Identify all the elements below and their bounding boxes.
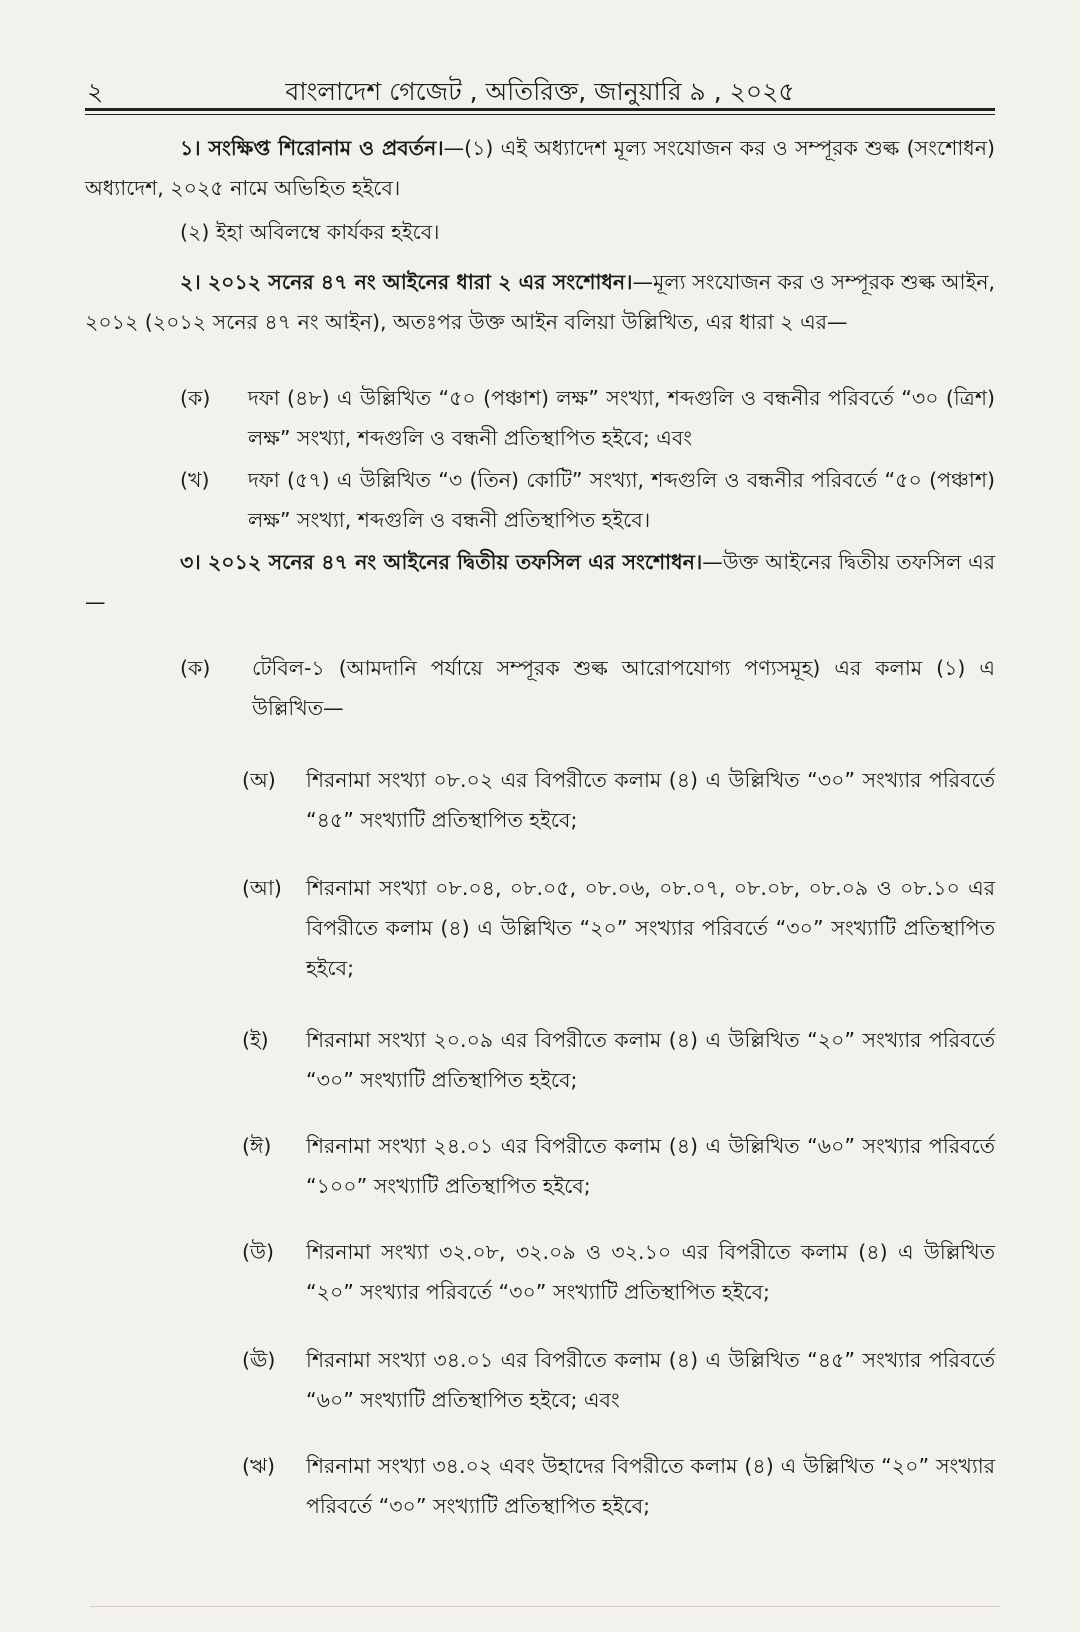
page-header xyxy=(85,72,995,106)
section-1-heading: ১। সংক্ষিপ্ত শিরোনাম ও প্রবর্তন। xyxy=(180,136,444,160)
subitem-text: শিরনামা সংখ্যা ৩৪.০২ এবং উহাদের বিপরীতে কলাম (৪) এ উল্লিখিত “২০” সংখ্যার পরিবর্তে “৩০” সংখ্যাটি প্রতিস্থাপিত হইবে; xyxy=(306,1454,995,1518)
subitem-text: শিরনামা সংখ্যা ৩৪.০১ এর বিপরীতে কলাম (৪) এ উল্লিখিত “৪৫” সংখ্যার পরিবর্তে “৬০” সংখ্যাটি প্রতিস্থাপিত হইবে; এবং xyxy=(306,1348,995,1412)
s2-item-text: দফা (৪৮) এ উল্লিখিত “৫০ (পঞ্চাশ) লক্ষ” সংখ্যা, শব্দগুলি ও বন্ধনীর পরিবর্তে “৩০ (ত্রিশ) লক্ষ” সংখ্যা, শব্দগুলি ও বন্ধনী প্রতিস্থাপিত হইবে; এবং xyxy=(248,386,995,450)
subitem-text: শিরনামা সংখ্যা ২০.০৯ এর বিপরীতে কলাম (৪) এ উল্লিখিত “২০” সংখ্যার পরিবর্তে “৩০” সংখ্যাটি প্রতিস্থাপিত হইবে; xyxy=(306,1028,995,1092)
page-number: ২ xyxy=(87,77,104,106)
section-3 xyxy=(85,542,995,622)
s3-item-text: টেবিল-১ (আমদানি পর্যায়ে সম্পূরক শুল্ক আরোপযোগ্য পণ্যসমূহ) এর কলাম (১) এ উল্লিখিত— xyxy=(252,656,995,720)
section-2 xyxy=(85,262,995,342)
section-2-text: —মূল্য সংযোজন কর ও সম্পূরক শুল্ক আইন, ২০১২ (২০১২ সনের ৪৭ নং আইন), অতঃপর উক্ত আইন বলিয়া উল্লিখিত, এর ধারা ২ এর— xyxy=(85,270,995,334)
section-1-sub-2: (২) ইহা অবিলম্বে কার্যকর হইবে। xyxy=(180,220,440,244)
subitem-label: (ঋ) xyxy=(242,1454,275,1478)
section-3-text: —উক্ত আইনের দ্বিতীয় তফসিল এর— xyxy=(85,550,996,614)
subitem-label: (আ) xyxy=(242,876,282,900)
s2-item-label: (ক) xyxy=(180,386,211,410)
subitem-label: (অ) xyxy=(242,768,276,792)
section-3-heading: ৩। ২০১২ সনের ৪৭ নং আইনের দ্বিতীয় তফসিল এর সংশোধন। xyxy=(180,550,703,574)
subitem-text: শিরনামা সংখ্যা ০৮.০২ এর বিপরীতে কলাম (৪) এ উল্লিখিত “৩০” সংখ্যার পরিবর্তে “৪৫” সংখ্যাটি প্রতিস্থাপিত হইবে; xyxy=(306,768,995,832)
subitem-text: শিরনামা সংখ্যা ৩২.০৮, ৩২.০৯ ও ৩২.১০ এর বিপরীতে কলাম (৪) এ উল্লিখিত “২০” সংখ্যার পরিবর্তে “৩০” সংখ্যাটি প্রতিস্থাপিত হইবে; xyxy=(306,1240,995,1304)
subitem-label: (ই) xyxy=(242,1028,269,1052)
s3-item-label: (ক) xyxy=(180,656,211,680)
subitem-label: (ঈ) xyxy=(242,1134,272,1158)
subitem-label: (ঊ) xyxy=(242,1348,276,1372)
s2-item-text: দফা (৫৭) এ উল্লিখিত “৩ (তিন) কোটি” সংখ্যা, শব্দগুলি ও বন্ধনীর পরিবর্তে “৫০ (পঞ্চাশ) লক্ষ” সংখ্যা, শব্দগুলি ও বন্ধনী প্রতিস্থাপিত হইবে। xyxy=(248,468,995,532)
header-rule-thin xyxy=(85,114,995,115)
s2-item-label: (খ) xyxy=(180,468,210,492)
subitem-text: শিরনামা সংখ্যা ০৮.০৪, ০৮.০৫, ০৮.০৬, ০৮.০৭, ০৮.০৮, ০৮.০৯ ও ০৮.১০ এর বিপরীতে কলাম (৪) এ উল্লিখিত “২০” সংখ্যার পরিবর্তে “৩০” সংখ্যাটি প্রতিস্থাপিত হইবে; xyxy=(306,876,995,980)
header-rule-thick xyxy=(85,108,995,111)
section-1-text: —(১) এই অধ্যাদেশ মূল্য সংযোজন কর ও সম্পূরক শুল্ক (সংশোধন) অধ্যাদেশ, ২০২৫ নামে অভিহিত হইবে। xyxy=(85,136,995,200)
subitem-label: (উ) xyxy=(242,1240,274,1264)
section-2-heading: ২। ২০১২ সনের ৪৭ নং আইনের ধারা ২ এর সংশোধন। xyxy=(180,270,633,294)
running-title: বাংলাদেশ গেজেট , অতিরিক্ত, জানুয়ারি ৯ , ২০২৫ xyxy=(285,77,795,106)
subitem-text: শিরনামা সংখ্যা ২৪.০১ এর বিপরীতে কলাম (৪) এ উল্লিখিত “৬০” সংখ্যার পরিবর্তে “১০০” সংখ্যাটি প্রতিস্থাপিত হইবে; xyxy=(306,1134,995,1198)
footer-rule xyxy=(90,1606,1000,1607)
section-1 xyxy=(85,128,995,208)
